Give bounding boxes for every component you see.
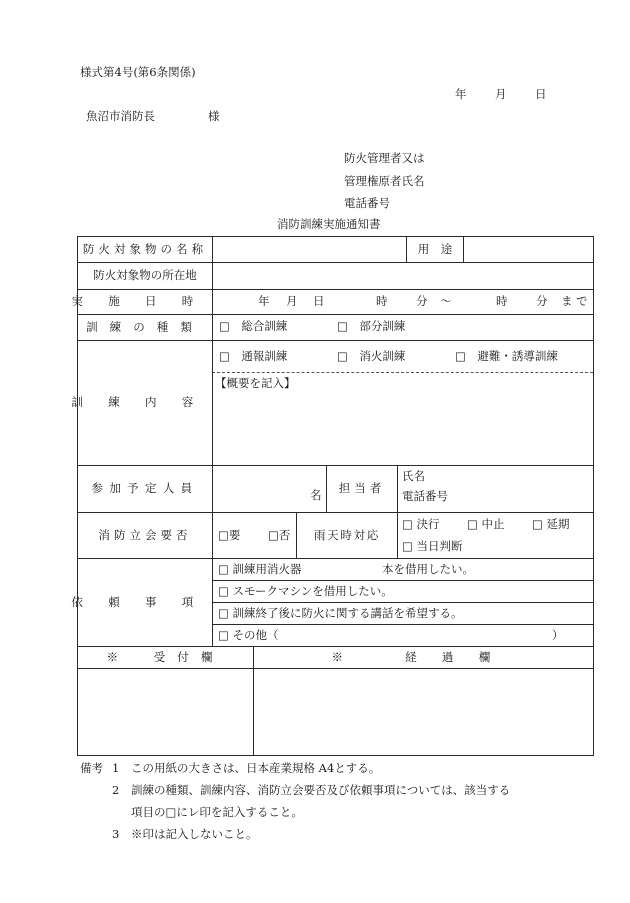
datetime-hour-start: 時 (376, 294, 388, 308)
note-3-number: 3 (112, 827, 120, 841)
request-label-text: 依頼事項 (71, 594, 219, 609)
use-label: 用 途 (417, 241, 453, 256)
note-3-text: ※印は記入しないこと。 (131, 827, 258, 841)
progress-header (254, 647, 593, 668)
datetime-day: 日 (313, 294, 325, 308)
datetime-minute-start: 分 (416, 294, 428, 308)
inspection-label-text: 消防立会要否 (98, 527, 192, 542)
content-summary-field[interactable] (214, 394, 591, 463)
note-1-text: この用紙の大きさは、日本産業規格 A4とする。 (131, 761, 381, 775)
inspection-label (78, 513, 212, 558)
progress-field (255, 670, 591, 754)
note-2-text-b: 項目の□にレ印を記入すること。 (131, 805, 303, 819)
applicant-line-1: 防火管理者又は (344, 151, 425, 165)
inspection-yes-option[interactable]: □要 (218, 528, 241, 542)
content-label-text: 訓練内容 (71, 395, 219, 410)
object-name-label (78, 237, 212, 262)
object-name-field[interactable] (214, 239, 404, 260)
note-2-number: 2 (112, 783, 120, 797)
note-1-number: 1 (112, 761, 120, 775)
applicant-line-3: 電話番号 (344, 196, 390, 210)
note-2-text-a: 訓練の種類、訓練内容、消防立会要否及び依頼事項については、該当する (131, 783, 511, 797)
datetime-until: まで (561, 294, 591, 308)
contact-label-text: 担当者 (338, 481, 386, 496)
type-label-text: 訓練の種類 (86, 319, 204, 334)
request-lecture-option[interactable]: □ 訓練終了後に防火に関する講話を希望する。 (218, 606, 463, 620)
datetime-year: 年 (258, 294, 270, 308)
rain-option-proceed[interactable]: □ 決行 (402, 517, 440, 531)
content-option-extinguish[interactable]: □ 消火訓練 (337, 349, 406, 363)
reception-header (78, 647, 253, 668)
form-number: 様式第4号(第6条関係) (80, 65, 196, 79)
datetime-minute-end: 分 (536, 294, 548, 308)
request-smoke-machine-option[interactable]: □ スモークマシンを借用したい。 (218, 584, 393, 598)
date-day-label: 日 (535, 87, 547, 101)
datetime-month: 月 (286, 294, 298, 308)
datetime-hour-end: 時 (496, 294, 508, 308)
applicant-line-2: 管理権原者氏名 (344, 174, 425, 188)
rain-label (297, 513, 397, 558)
object-name-label-text: 防火対象物の名称 (82, 241, 208, 256)
content-option-report[interactable]: □ 通報訓練 (219, 349, 288, 363)
participants-label (78, 466, 212, 512)
rain-option-cancel[interactable]: □ 中止 (467, 517, 505, 531)
notes-prefix: 備考 (80, 761, 103, 775)
request-other-option[interactable]: □ その他（ (218, 628, 279, 642)
contact-name-label: 氏名 (402, 469, 425, 483)
reception-header-text: ※ 受付欄 (106, 649, 225, 664)
datetime-tilde: ～ (440, 294, 452, 308)
contact-label (327, 466, 397, 512)
location-label: 防火対象物の所在地 (93, 268, 197, 283)
reception-field (79, 670, 251, 754)
date-month-label: 月 (495, 87, 507, 101)
use-field[interactable] (465, 239, 591, 260)
request-label (71, 559, 219, 646)
datetime-label-text: 実施日時 (71, 294, 219, 309)
progress-header-text: ※ 経過欄 (331, 649, 516, 664)
type-label (78, 315, 212, 340)
addressee: 魚沼市消防長 (86, 109, 155, 123)
content-option-evacuation[interactable]: □ 避難・誘導訓練 (455, 349, 558, 363)
participants-field[interactable] (214, 468, 306, 510)
date-year-label: 年 (455, 87, 467, 101)
rain-option-same-day[interactable]: □ 当日判断 (402, 539, 463, 553)
inspection-no-option[interactable]: □否 (268, 528, 291, 542)
request-extinguisher-suffix: 本を借用したい。 (382, 562, 474, 576)
type-option-partial[interactable]: □ 部分訓練 (337, 319, 406, 333)
request-other-close: ） (552, 628, 564, 642)
datetime-label (71, 290, 219, 314)
participants-unit: 名 (310, 488, 322, 502)
honorific: 様 (208, 109, 220, 123)
location-field[interactable] (214, 265, 591, 287)
contact-phone-label: 電話番号 (402, 489, 448, 503)
rain-label-text: 雨天時対応 (313, 527, 381, 542)
document-title: 消防訓練実施通知書 (277, 217, 381, 231)
content-summary-heading: 【概要を記入】 (215, 376, 296, 390)
content-label (71, 341, 219, 465)
rain-option-postpone[interactable]: □ 延期 (532, 517, 570, 531)
request-extinguisher-option[interactable]: □ 訓練用消火器 (218, 562, 302, 576)
participants-label-text: 参加予定人員 (91, 481, 199, 496)
type-option-comprehensive[interactable]: □ 総合訓練 (219, 319, 288, 333)
